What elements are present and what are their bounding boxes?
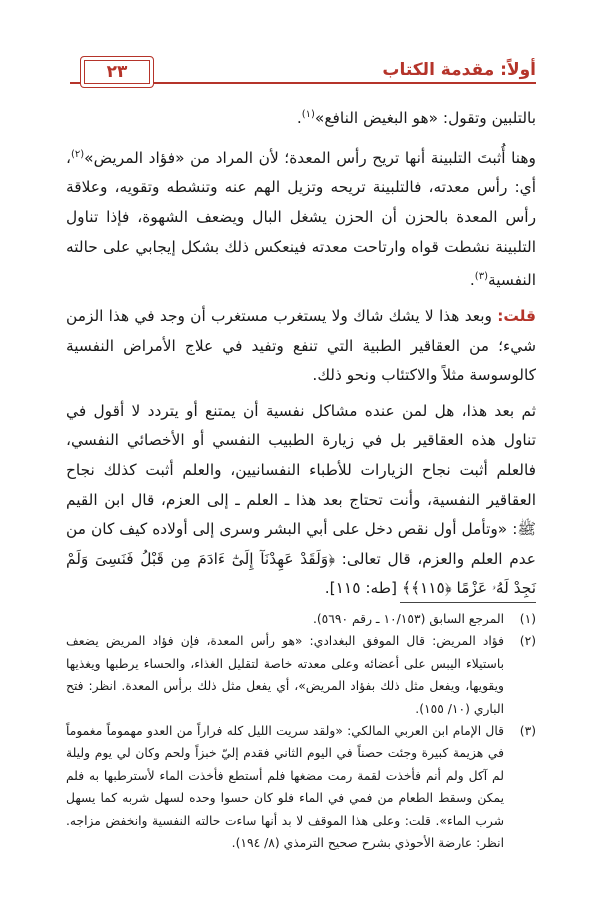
footnote-3 (66, 720, 536, 854)
page-number: ٢٣ (106, 62, 128, 82)
qult-label: قلت: (497, 306, 536, 325)
footnote-2 (66, 630, 536, 720)
footnotes (66, 608, 536, 854)
footnote-ref-2[interactable]: (٢) (70, 148, 85, 160)
paragraph-3: قلت: وبعد هذا لا يشك شاك ولا يستغرب مستغرب أن وجد في هذا الزمن شيء؛ من العقاقير الطبية التي تنفع وتفيد في علاج الأمراض النفسية كالوسوسة مثلاً والاكتئاب ونحو ذلك. (66, 306, 536, 385)
footnote-text: قال الإمام ابن العربي المالكي: «ولقد سريت الليل كله فراراً من العدو مهموماً مغموماً في هزيمة كبيرة وجئت حصناً في اليوم الثاني فقدم إليّ خبزاً ولحم وكان لي يوم وليلة لم آكل ولم أنم فأخذت لقمة رمت مضغها فلم أستطع فأخذت الماء لأسترطبها به فلم يمكن وسقط الطعام من فمي في الماء فلو كان حسوا وحده لسهل شربه كما يسهل شرب الماء». قلت: وعلى هذا الموقف لا بد أنها ساءت حالته النفسية وانخفض مزاجه. انظر: عارضة الأحوذي بشرح صحيح الترمذي (٨/ ١٩٤). (66, 724, 504, 851)
chapter-title: أولاً: مقدمة الكتاب (374, 60, 536, 80)
footnote-number: (٣) (519, 724, 536, 739)
paragraph-1: بالتلبين وتقول: «هو البغيض النافع»$^{(١)}$. (296, 109, 536, 128)
paragraph-2: وهنا أُثبتَ التلبينة أنها تريح رأس المعدة؛ لأن المراد من «فؤاد المريض»$^{(٢)}$، أي: رأس معدته، فالتلبينة تريحه وتزيل الهم عنه وتنشطه وتقويه، وعلاقة رأس المعدة بالحزن أن الحزن يشغل البال ويضعف الشهوة، فإذا تناول التلبينة نشطت قواه وارتاحت معدته فينعكس ذلك بشكل إيجابي على حالته النفسية$^{(٣)}$. (66, 148, 536, 290)
footnote-ref-3[interactable]: (٣) (474, 271, 488, 283)
footnote-separator (400, 602, 536, 603)
footnote-1 (66, 608, 536, 630)
footnote-number: (١) (519, 612, 536, 626)
footnote-number: (٢) (519, 634, 536, 649)
footnote-ref-1[interactable]: (١) (301, 109, 315, 120)
paragraph-4: ثم بعد هذا، هل لمن عنده مشاكل نفسية أن يمتنع أو يتردد لا أقول في تناول هذه العقاقير بل في زيارة الطبيب النفسي أو الأخصائي النفسي، فالعلم أثبت نجاح الزيارات للأطباء النفسانيين، والعلم أثبت كذلك نجاح العقاقير النفسية، وأنت تحتاج بعد هذا ـ العلم ـ إلى العزم، قال ابن القيم ﷺ: «وتأمل أول نقص دخل على أبي البشر وسرى إلى أولاده كيف كان من عدم العلم والعزم، قال تعالى: ﴿وَلَقَدْ عَهِدْنَآ إِلَىٰٓ ءَادَمَ مِن قَبْلُ فَنَسِىَ وَلَمْ نَجِدْ لَهُۥ عَزْمًا ﴿١١٥﴾﴾ [طه: ١١٥]. (66, 401, 536, 598)
running-header (70, 58, 536, 90)
footnote-text: فؤاد المريض: قال الموفق البغدادي: «هو رأس المعدة، فإن فؤاد المريض يضعف باستيلاء اليبس على أعضائه وعلى معدته خاصة لتقليل الغذاء، والحساء يرطبها ويغذيها ويقويها، ويفعل مثل ذلك بفؤاد المريض»، أي يفعل مثل ذلك برأس المعدة. انظر: فتح الباري (١٠/ ١٥٥). (66, 634, 504, 716)
footnote-text: المرجع السابق (١٠/١٥٣ ـ رقم ٥٦٩٠). (312, 612, 504, 626)
page-number-frame (80, 56, 154, 88)
main-text (66, 100, 536, 604)
